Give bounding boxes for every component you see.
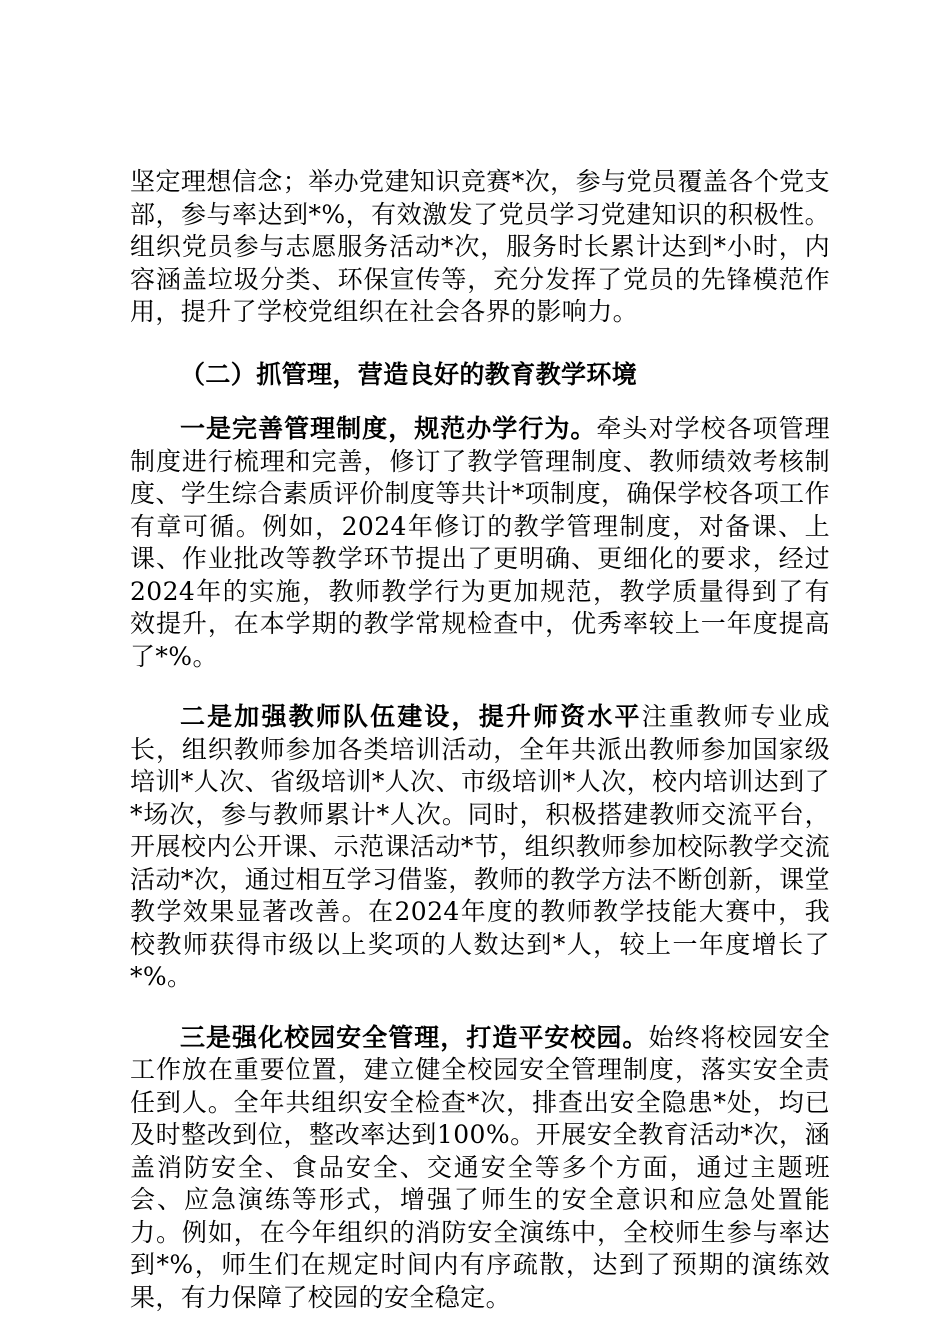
paragraph-lead: 二是加强教师队伍建设，提升师资水平 xyxy=(180,702,642,731)
intro-paragraph: 坚定理想信念；举办党建知识竞赛*次，参与党员覆盖各个党支部，参与率达到*%，有效激发了党员学习党建知识的积极性。组织党员参与志愿服务活动*次，服务时长累计达到*小时，内容涵盖垃圾分类、环保宣传等，充分发挥了党员的先锋模范作用，提升了学校党组织在社会各界的影响力。 xyxy=(130,167,830,326)
paragraph-item-2 xyxy=(130,701,830,994)
paragraph-item-1 xyxy=(130,413,830,673)
paragraph-body: 牵头对学校各项管理制度进行梳理和完善，修订了教学管理制度、教师绩效考核制度、学生综合素质评价制度等共计*项制度，确保学校各项工作有章可循。例如，2024年修订的教学管理制度，对备课、上课、作业批改等教学环节提出了更明确、更细化的要求，经过2024年的实施，教师教学行为更加规范，教学质量得到了有效提升，在本学期的教学常规检查中，优秀率较上一年度提高了*%。 xyxy=(130,414,831,671)
paragraph-lead: 三是强化校园安全管理，打造平安校园。 xyxy=(180,1022,649,1052)
section-heading: （二）抓管理，营造良好的教育教学环境 xyxy=(180,359,638,389)
paragraph-body: 注重教师专业成长，组织教师参加各类培训活动，全年共派出教师参加国家级培训*人次、省级培训*人次、市级培训*人次，校内培训达到了*场次，参与教师累计*人次。同时，积极搭建教师交流平台，开展校内公开课、示范课活动*节，组织教师参加校际教学交流活动*次，通过相互学习借鉴，教师的教学方法不断创新，课堂教学效果显著改善。在2024年度的教师教学技能大赛中，我校教师获得市级以上奖项的人数达到*人，较上一年度增长了*%。 xyxy=(130,702,830,991)
paragraph-body: 始终将校园安全工作放在重要位置，建立健全校园安全管理制度，落实安全责任到人。全年共组织安全检查*次，排查出安全隐患*处，均已及时整改到位，整改率达到100%。开展安全教育活动*次，涵盖消防安全、食品安全、交通安全等多个方面，通过主题班会、应急演练等形式，增强了师生的安全意识和应急处置能力。例如，在今年组织的消防安全演练中，全校师生参与率达到*%，师生们在规定时间内有序疏散，达到了预期的演练效果，有力保障了校园的安全稳定。 xyxy=(130,1022,830,1312)
paragraph-lead: 一是完善管理制度，规范办学行为。 xyxy=(180,414,597,443)
document-page xyxy=(130,166,830,1314)
paragraph-item-3 xyxy=(130,1022,830,1315)
